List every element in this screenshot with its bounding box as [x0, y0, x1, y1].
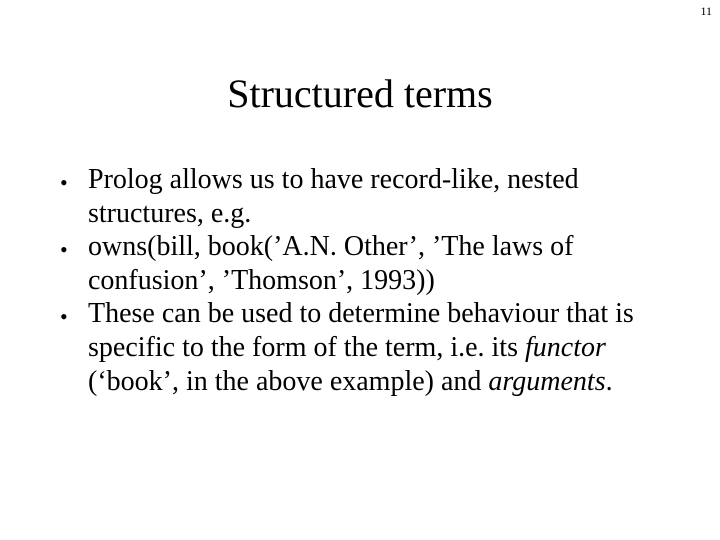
- arguments-term: arguments: [488, 365, 606, 397]
- bullet-text-part: .: [605, 365, 613, 397]
- functor-term: functor: [524, 331, 606, 363]
- bullet-item-example: [60, 230, 680, 297]
- bullet-item-behaviour: [60, 297, 680, 398]
- bullet-text: owns(bill, book(’A.N. Other’, ’The laws of confusion’, ’Thomson’, 1993)): [88, 231, 574, 296]
- slide-title: Structured terms: [227, 71, 493, 116]
- bullet-text-part: (‘book’, in the above example) and: [88, 365, 489, 397]
- bullet-marker: •: [60, 304, 68, 330]
- bullet-list: [60, 163, 680, 398]
- bullet-item-records: [60, 163, 680, 230]
- bullet-marker: •: [60, 237, 68, 263]
- bullet-text-part: These can be used to determine behaviour that is specific to the form of the term, i.e. its: [88, 298, 634, 363]
- page-number: 11: [700, 4, 712, 18]
- bullet-marker: •: [60, 170, 68, 195]
- bullet-text: Prolog allows us to have record-like, nested structures, e.g.: [88, 164, 579, 229]
